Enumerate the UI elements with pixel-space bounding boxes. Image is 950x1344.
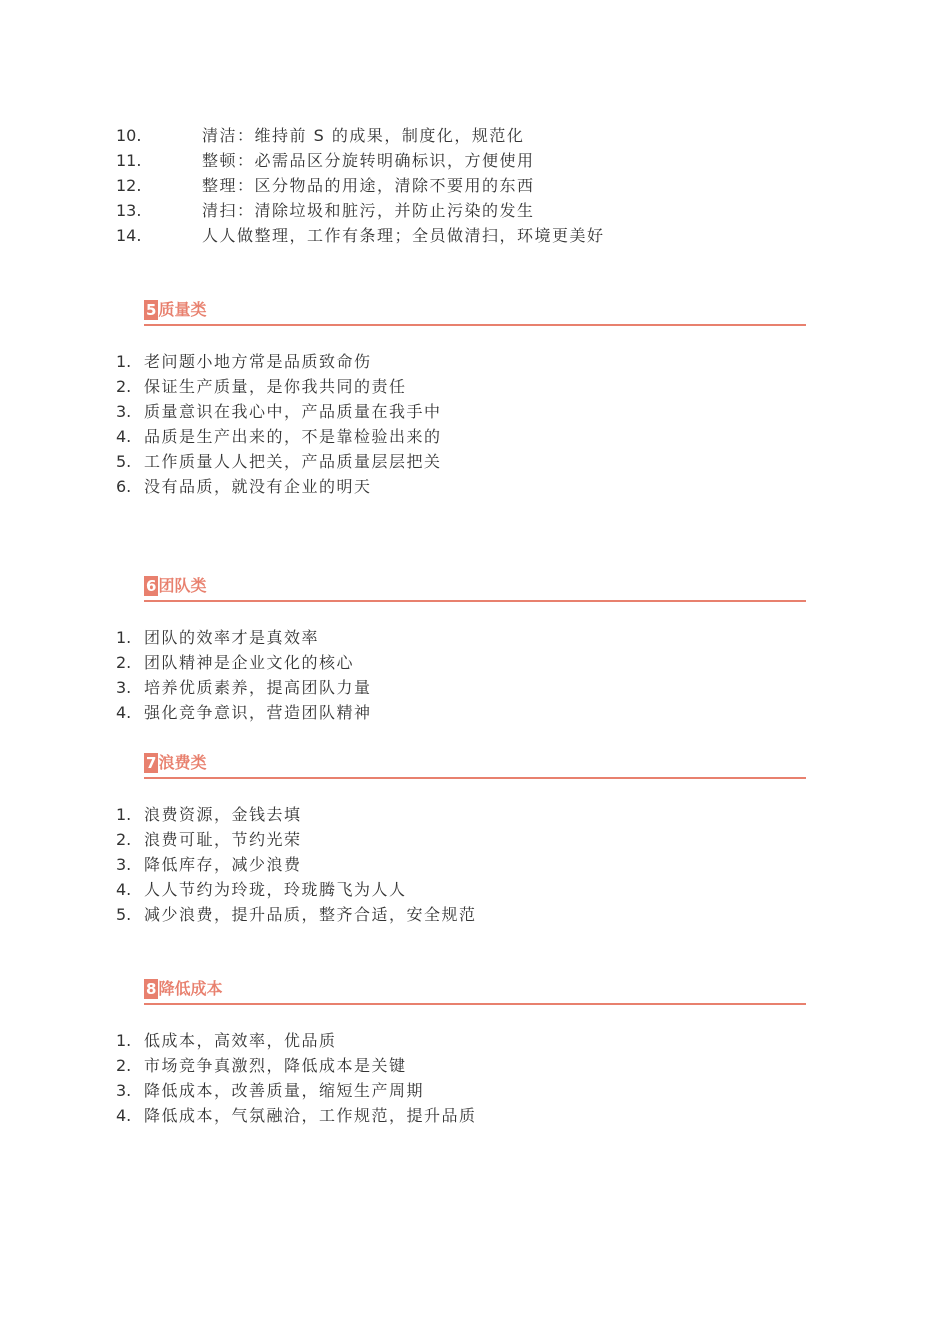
item-number: 4. (116, 703, 132, 722)
list-item (116, 223, 605, 248)
item-number: 4. (116, 880, 132, 899)
list-item (116, 700, 372, 725)
item-number: 3. (116, 1081, 132, 1100)
item-text: 减少浪费，提升品质，整齐合适，安全规范 (144, 905, 477, 924)
list-item (116, 1053, 477, 1078)
list-item (116, 198, 605, 223)
list-item (116, 173, 605, 198)
item-text: 整理：区分物品的用途，清除不要用的东西 (202, 176, 535, 195)
list-item (116, 902, 477, 927)
list-item (116, 424, 442, 449)
list-item (116, 1103, 477, 1128)
item-number: 10. (116, 126, 142, 145)
item-text: 质量意识在我心中，产品质量在我手中 (144, 402, 442, 421)
item-number: 14. (116, 226, 142, 245)
item-text: 人人做整理，工作有条理；全员做清扫，环境更美好 (202, 226, 605, 245)
item-number: 2. (116, 653, 132, 672)
item-number: 5. (116, 452, 132, 471)
list-item (116, 625, 372, 650)
item-text: 浪费资源，金钱去填 (144, 805, 302, 824)
item-text: 降低库存，减少浪费 (144, 855, 302, 874)
item-number: 12. (116, 176, 142, 195)
list-item (116, 349, 442, 374)
section-header-waste (144, 751, 806, 779)
section-number-badge: 6 (146, 577, 157, 595)
item-number: 3. (116, 855, 132, 874)
item-number: 1. (116, 805, 132, 824)
item-text: 品质是生产出来的，不是靠检验出来的 (144, 427, 442, 446)
section-number-badge: 7 (146, 754, 157, 772)
item-number: 5. (116, 905, 132, 924)
cost-reduction-list (116, 1028, 477, 1128)
item-number: 2. (116, 830, 132, 849)
item-text: 团队精神是企业文化的核心 (144, 653, 355, 672)
section-header-quality (144, 298, 806, 326)
section-title: 质量类 (158, 300, 207, 319)
list-item (116, 852, 477, 877)
item-text: 强化竞争意识，营造团队精神 (144, 703, 372, 722)
list-item (116, 449, 442, 474)
section-header-cost-reduction (144, 977, 806, 1005)
item-number: 13. (116, 201, 142, 220)
item-number: 1. (116, 628, 132, 647)
list-item (116, 827, 477, 852)
list-item (116, 123, 605, 148)
item-number: 4. (116, 1106, 132, 1125)
team-list (116, 625, 372, 725)
list-item (116, 877, 477, 902)
item-number: 3. (116, 402, 132, 421)
item-number: 1. (116, 352, 132, 371)
item-text: 清扫：清除垃圾和脏污，并防止污染的发生 (202, 201, 535, 220)
item-text: 浪费可耻，节约光荣 (144, 830, 302, 849)
section-number-badge: 8 (146, 980, 157, 998)
item-number: 11. (116, 151, 142, 170)
item-text: 老问题小地方常是品质致命伤 (144, 352, 372, 371)
list-item (116, 474, 442, 499)
item-text: 降低成本，气氛融洽，工作规范，提升品质 (144, 1106, 477, 1125)
item-text: 市场竞争真激烈，降低成本是关键 (144, 1056, 407, 1075)
section-header-team (144, 574, 806, 602)
list-item (116, 1028, 477, 1053)
item-number: 6. (116, 477, 132, 496)
item-text: 团队的效率才是真效率 (144, 628, 320, 647)
item-text: 降低成本，改善质量，缩短生产周期 (144, 1081, 425, 1100)
item-number: 4. (116, 427, 132, 446)
quality-list (116, 349, 442, 499)
list-item (116, 1078, 477, 1103)
list-item (116, 802, 477, 827)
section-title: 团队类 (158, 576, 207, 595)
list-item (116, 148, 605, 173)
cleaning-list (116, 123, 605, 248)
item-number: 2. (116, 377, 132, 396)
section-number-badge: 5 (146, 301, 157, 319)
item-number: 1. (116, 1031, 132, 1050)
item-text: 培养优质素养，提高团队力量 (144, 678, 372, 697)
item-text: 保证生产质量，是你我共同的责任 (144, 377, 407, 396)
list-item (116, 399, 442, 424)
list-item (116, 675, 372, 700)
item-text: 没有品质，就没有企业的明天 (144, 477, 372, 496)
item-number: 2. (116, 1056, 132, 1075)
item-text: 整顿：必需品区分旋转明确标识，方便使用 (202, 151, 535, 170)
item-text: 低成本，高效率，优品质 (144, 1031, 337, 1050)
item-text: 工作质量人人把关，产品质量层层把关 (144, 452, 442, 471)
item-text: 清洁：维持前 S 的成果，制度化，规范化 (202, 126, 525, 145)
list-item (116, 374, 442, 399)
section-title: 降低成本 (158, 979, 223, 998)
item-number: 3. (116, 678, 132, 697)
waste-list (116, 802, 477, 927)
list-item (116, 650, 372, 675)
section-title: 浪费类 (158, 753, 207, 772)
item-text: 人人节约为玲珑，玲珑腾飞为人人 (144, 880, 407, 899)
